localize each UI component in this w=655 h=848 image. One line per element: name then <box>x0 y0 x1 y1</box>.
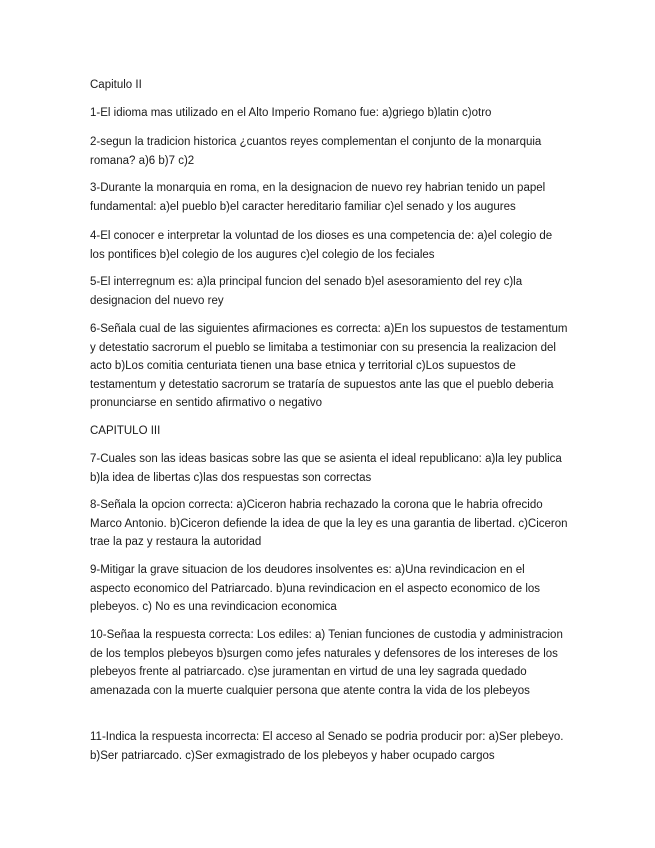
question-11: 11-Indica la respuesta incorrecta: El acceso al Senado se podria producir por: a)Ser plebeyo. b)Ser patriarcado. c)Ser exmagistrado de los plebeyos y haber ocupado cargos <box>90 731 564 762</box>
question-10: 10-Señaa la respuesta correcta: Los ediles: a) Tenian funciones de custodia y administracion de los templos plebeyos b)surgen como jefes naturales y defensores de los intereses de los plebeyos frente al patriarcado. c)se juramentan en virtud de una ley sagrada quedado amenazada con la muerte cualquier persona que atente contra la vida de los plebeyos <box>90 629 563 697</box>
chapter-heading-2: Capitulo II <box>90 79 142 91</box>
chapter-heading-3: CAPITULO III <box>90 425 161 437</box>
question-8: 8-Señala la opcion correcta: a)Ciceron habria rechazado la corona que le habria ofrecido Marco Antonio. b)Ciceron defiende la idea de que la ley es una garantia de libertad. c)Ciceron trae la paz y restaura la autoridad <box>90 499 568 548</box>
question-7: 7-Cuales son las ideas basicas sobre las que se asienta el ideal republicano: a)la ley publica b)la idea de libertas c)las dos respuestas son correctas <box>90 453 562 484</box>
question-4: 4-El conocer e interpretar la voluntad de los dioses es una competencia de: a)el colegio de los pontifices b)el colegio de los augures c)el colegio de los feciales <box>90 230 553 261</box>
question-2: 2-segun la tradicion historica ¿cuantos reyes complementan el conjunto de la monarquia romana? a)6 b)7 c)2 <box>90 136 542 167</box>
question-3: 3-Durante la monarquia en roma, en la designacion de nuevo rey habrian tenido un papel fundamental: a)el pueblo b)el caracter hereditario familiar c)el senado y los augures <box>90 182 546 213</box>
question-9: 9-Mitigar la grave situacion de los deudores insolventes es: a)Una revindicacion en el aspecto economico del Patriarcado. b)una revindicacion en el aspecto economico de los plebeyos. c) No es una revindicacion economica <box>90 564 541 613</box>
question-1: 1-El idioma mas utilizado en el Alto Imperio Romano fue: a)griego b)latin c)otro <box>90 107 492 119</box>
question-5: 5-El interregnum es: a)la principal funcion del senado b)el asesoramiento del rey c)la designacion del nuevo rey <box>90 276 523 307</box>
question-6: 6-Señala cual de las siguientes afirmaciones es correcta: a)En los supuestos de testamentum y detestatio sacrorum el pueblo se limitaba a testimoniar con su presencia la realizacion del acto b)Los comitia centuriata tienen una base etnica y territorial c)Los supuestos de testamentum y detestatio sacrorum se trataría de supuestos ante las que el pueblo deberia pronunciarse en sentido afirmativo o negativo <box>90 323 568 409</box>
